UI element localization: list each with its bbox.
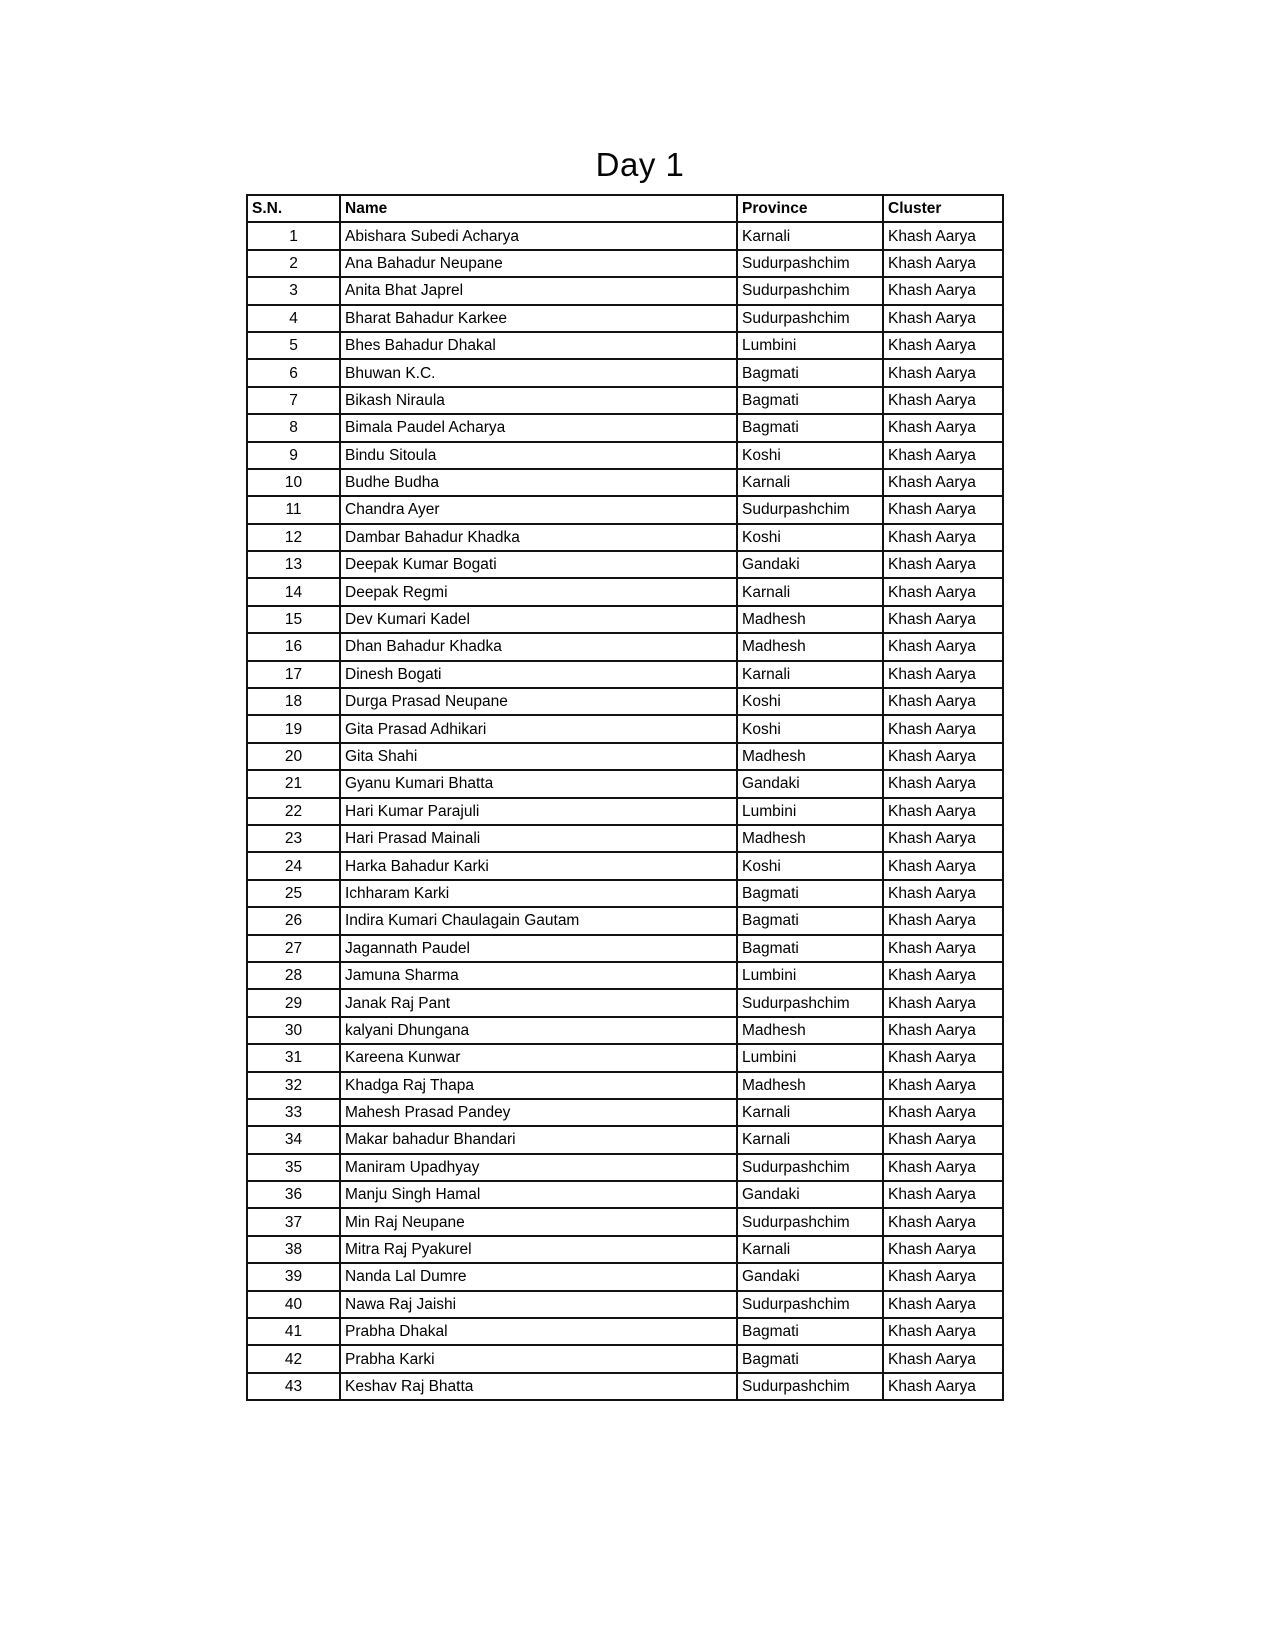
name-cell: Bharat Bahadur Karkee: [340, 305, 737, 332]
table-row: [247, 469, 1003, 496]
cluster-cell: Khash Aarya: [883, 1181, 1003, 1208]
sn-cell: 38: [247, 1236, 340, 1263]
province-cell: Bagmati: [737, 387, 883, 414]
table-row: [247, 277, 1003, 304]
province-cell: Lumbini: [737, 1044, 883, 1071]
province-cell: Bagmati: [737, 414, 883, 441]
table-row: [247, 688, 1003, 715]
cluster-cell: Khash Aarya: [883, 222, 1003, 249]
table-row: [247, 578, 1003, 605]
province-cell: Gandaki: [737, 1263, 883, 1290]
cluster-cell: Khash Aarya: [883, 1263, 1003, 1290]
cluster-cell: Khash Aarya: [883, 661, 1003, 688]
name-cell: Bhes Bahadur Dhakal: [340, 332, 737, 359]
table-row: [247, 907, 1003, 934]
province-cell: Sudurpashchim: [737, 496, 883, 523]
cluster-cell: Khash Aarya: [883, 414, 1003, 441]
table-header-row: [247, 195, 1003, 222]
cluster-cell: Khash Aarya: [883, 852, 1003, 879]
cluster-cell: Khash Aarya: [883, 469, 1003, 496]
name-cell: Indira Kumari Chaulagain Gautam: [340, 907, 737, 934]
cluster-cell: Khash Aarya: [883, 1373, 1003, 1400]
table-row: [247, 1236, 1003, 1263]
sn-cell: 22: [247, 798, 340, 825]
name-cell: Gita Shahi: [340, 743, 737, 770]
table-row: [247, 1099, 1003, 1126]
sn-cell: 18: [247, 688, 340, 715]
cluster-cell: Khash Aarya: [883, 1208, 1003, 1235]
cluster-cell: Khash Aarya: [883, 688, 1003, 715]
name-cell: Prabha Karki: [340, 1345, 737, 1372]
province-cell: Koshi: [737, 688, 883, 715]
province-cell: Sudurpashchim: [737, 1373, 883, 1400]
name-cell: Nawa Raj Jaishi: [340, 1291, 737, 1318]
sn-cell: 40: [247, 1291, 340, 1318]
roster-table: [246, 194, 1004, 1401]
sn-cell: 16: [247, 633, 340, 660]
sn-cell: 28: [247, 962, 340, 989]
column-header-cluster: Cluster: [883, 195, 1003, 222]
table-row: [247, 1373, 1003, 1400]
cluster-cell: Khash Aarya: [883, 1291, 1003, 1318]
cluster-cell: Khash Aarya: [883, 880, 1003, 907]
sn-cell: 12: [247, 524, 340, 551]
sn-cell: 27: [247, 935, 340, 962]
table-row: [247, 770, 1003, 797]
province-cell: Madhesh: [737, 606, 883, 633]
name-cell: Mahesh Prasad Pandey: [340, 1099, 737, 1126]
table-row: [247, 1072, 1003, 1099]
table-row: [247, 989, 1003, 1016]
table-row: [247, 1044, 1003, 1071]
province-cell: Sudurpashchim: [737, 1154, 883, 1181]
name-cell: Bindu Sitoula: [340, 442, 737, 469]
sn-cell: 39: [247, 1263, 340, 1290]
name-cell: Makar bahadur Bhandari: [340, 1126, 737, 1153]
cluster-cell: Khash Aarya: [883, 1072, 1003, 1099]
cluster-cell: Khash Aarya: [883, 907, 1003, 934]
name-cell: Janak Raj Pant: [340, 989, 737, 1016]
sn-cell: 42: [247, 1345, 340, 1372]
province-cell: Sudurpashchim: [737, 305, 883, 332]
table-row: [247, 332, 1003, 359]
cluster-cell: Khash Aarya: [883, 825, 1003, 852]
sn-cell: 15: [247, 606, 340, 633]
cluster-cell: Khash Aarya: [883, 305, 1003, 332]
sn-cell: 17: [247, 661, 340, 688]
cluster-cell: Khash Aarya: [883, 387, 1003, 414]
province-cell: Gandaki: [737, 1181, 883, 1208]
name-cell: Min Raj Neupane: [340, 1208, 737, 1235]
province-cell: Gandaki: [737, 551, 883, 578]
province-cell: Sudurpashchim: [737, 1208, 883, 1235]
name-cell: Kareena Kunwar: [340, 1044, 737, 1071]
name-cell: Anita Bhat Japrel: [340, 277, 737, 304]
name-cell: Durga Prasad Neupane: [340, 688, 737, 715]
province-cell: Koshi: [737, 852, 883, 879]
table-row: [247, 1263, 1003, 1290]
table-row: [247, 633, 1003, 660]
name-cell: Gyanu Kumari Bhatta: [340, 770, 737, 797]
sn-cell: 1: [247, 222, 340, 249]
name-cell: Dhan Bahadur Khadka: [340, 633, 737, 660]
province-cell: Koshi: [737, 524, 883, 551]
province-cell: Lumbini: [737, 332, 883, 359]
table-row: [247, 743, 1003, 770]
sn-cell: 10: [247, 469, 340, 496]
table-row: [247, 250, 1003, 277]
name-cell: Ana Bahadur Neupane: [340, 250, 737, 277]
sn-cell: 3: [247, 277, 340, 304]
cluster-cell: Khash Aarya: [883, 551, 1003, 578]
cluster-cell: Khash Aarya: [883, 715, 1003, 742]
province-cell: Sudurpashchim: [737, 277, 883, 304]
sn-cell: 9: [247, 442, 340, 469]
sn-cell: 11: [247, 496, 340, 523]
sn-cell: 7: [247, 387, 340, 414]
table-row: [247, 825, 1003, 852]
cluster-cell: Khash Aarya: [883, 770, 1003, 797]
sn-cell: 36: [247, 1181, 340, 1208]
cluster-cell: Khash Aarya: [883, 1099, 1003, 1126]
column-header-province: Province: [737, 195, 883, 222]
table-row: [247, 661, 1003, 688]
province-cell: Lumbini: [737, 798, 883, 825]
province-cell: Bagmati: [737, 935, 883, 962]
sn-cell: 21: [247, 770, 340, 797]
cluster-cell: Khash Aarya: [883, 935, 1003, 962]
cluster-cell: Khash Aarya: [883, 989, 1003, 1016]
sn-cell: 4: [247, 305, 340, 332]
sn-cell: 8: [247, 414, 340, 441]
province-cell: Karnali: [737, 1236, 883, 1263]
sn-cell: 13: [247, 551, 340, 578]
table-row: [247, 305, 1003, 332]
name-cell: Jagannath Paudel: [340, 935, 737, 962]
table-row: [247, 359, 1003, 386]
name-cell: kalyani Dhungana: [340, 1017, 737, 1044]
sn-cell: 23: [247, 825, 340, 852]
province-cell: Karnali: [737, 222, 883, 249]
province-cell: Bagmati: [737, 359, 883, 386]
cluster-cell: Khash Aarya: [883, 606, 1003, 633]
table-row: [247, 496, 1003, 523]
table-row: [247, 1017, 1003, 1044]
province-cell: Karnali: [737, 578, 883, 605]
table-row: [247, 1126, 1003, 1153]
name-cell: Bhuwan K.C.: [340, 359, 737, 386]
sn-cell: 19: [247, 715, 340, 742]
name-cell: Dev Kumari Kadel: [340, 606, 737, 633]
name-cell: Bikash Niraula: [340, 387, 737, 414]
province-cell: Madhesh: [737, 743, 883, 770]
cluster-cell: Khash Aarya: [883, 743, 1003, 770]
sn-cell: 26: [247, 907, 340, 934]
name-cell: Jamuna Sharma: [340, 962, 737, 989]
cluster-cell: Khash Aarya: [883, 250, 1003, 277]
cluster-cell: Khash Aarya: [883, 1126, 1003, 1153]
name-cell: Nanda Lal Dumre: [340, 1263, 737, 1290]
name-cell: Khadga Raj Thapa: [340, 1072, 737, 1099]
page-title: Day 1: [595, 146, 685, 183]
name-cell: Deepak Kumar Bogati: [340, 551, 737, 578]
sn-cell: 20: [247, 743, 340, 770]
table-row: [247, 442, 1003, 469]
name-cell: Hari Prasad Mainali: [340, 825, 737, 852]
province-cell: Bagmati: [737, 880, 883, 907]
cluster-cell: Khash Aarya: [883, 1345, 1003, 1372]
table-row: [247, 962, 1003, 989]
table-row: [247, 606, 1003, 633]
province-cell: Karnali: [737, 1099, 883, 1126]
table-row: [247, 798, 1003, 825]
cluster-cell: Khash Aarya: [883, 496, 1003, 523]
sn-cell: 34: [247, 1126, 340, 1153]
cluster-cell: Khash Aarya: [883, 1154, 1003, 1181]
table-row: [247, 715, 1003, 742]
sn-cell: 32: [247, 1072, 340, 1099]
table-row: [247, 1318, 1003, 1345]
table-row: [247, 852, 1003, 879]
table-row: [247, 880, 1003, 907]
province-cell: Madhesh: [737, 1072, 883, 1099]
province-cell: Lumbini: [737, 962, 883, 989]
name-cell: Dambar Bahadur Khadka: [340, 524, 737, 551]
name-cell: Bimala Paudel Acharya: [340, 414, 737, 441]
name-cell: Gita Prasad Adhikari: [340, 715, 737, 742]
name-cell: Keshav Raj Bhatta: [340, 1373, 737, 1400]
name-cell: Budhe Budha: [340, 469, 737, 496]
column-header-sn: S.N.: [247, 195, 340, 222]
cluster-cell: Khash Aarya: [883, 277, 1003, 304]
column-header-name: Name: [340, 195, 737, 222]
sn-cell: 6: [247, 359, 340, 386]
sn-cell: 5: [247, 332, 340, 359]
sn-cell: 33: [247, 1099, 340, 1126]
sn-cell: 2: [247, 250, 340, 277]
table-body: [247, 222, 1003, 1400]
name-cell: Manju Singh Hamal: [340, 1181, 737, 1208]
name-cell: Harka Bahadur Karki: [340, 852, 737, 879]
province-cell: Koshi: [737, 442, 883, 469]
table-row: [247, 387, 1003, 414]
table-row: [247, 1181, 1003, 1208]
cluster-cell: Khash Aarya: [883, 1318, 1003, 1345]
cluster-cell: Khash Aarya: [883, 798, 1003, 825]
cluster-cell: Khash Aarya: [883, 578, 1003, 605]
province-cell: Bagmati: [737, 907, 883, 934]
province-cell: Karnali: [737, 1126, 883, 1153]
cluster-cell: Khash Aarya: [883, 962, 1003, 989]
table-row: [247, 935, 1003, 962]
province-cell: Bagmati: [737, 1318, 883, 1345]
table-row: [247, 1208, 1003, 1235]
province-cell: Gandaki: [737, 770, 883, 797]
province-cell: Sudurpashchim: [737, 989, 883, 1016]
cluster-cell: Khash Aarya: [883, 1017, 1003, 1044]
name-cell: Mitra Raj Pyakurel: [340, 1236, 737, 1263]
cluster-cell: Khash Aarya: [883, 442, 1003, 469]
cluster-cell: Khash Aarya: [883, 359, 1003, 386]
sn-cell: 43: [247, 1373, 340, 1400]
province-cell: Koshi: [737, 715, 883, 742]
sn-cell: 25: [247, 880, 340, 907]
sn-cell: 24: [247, 852, 340, 879]
cluster-cell: Khash Aarya: [883, 633, 1003, 660]
sn-cell: 31: [247, 1044, 340, 1071]
sn-cell: 41: [247, 1318, 340, 1345]
sn-cell: 35: [247, 1154, 340, 1181]
name-cell: Chandra Ayer: [340, 496, 737, 523]
table-row: [247, 222, 1003, 249]
province-cell: Bagmati: [737, 1345, 883, 1372]
sn-cell: 37: [247, 1208, 340, 1235]
cluster-cell: Khash Aarya: [883, 332, 1003, 359]
sn-cell: 14: [247, 578, 340, 605]
name-cell: Maniram Upadhyay: [340, 1154, 737, 1181]
province-cell: Sudurpashchim: [737, 250, 883, 277]
name-cell: Ichharam Karki: [340, 880, 737, 907]
province-cell: Madhesh: [737, 825, 883, 852]
table-row: [247, 1345, 1003, 1372]
cluster-cell: Khash Aarya: [883, 1044, 1003, 1071]
table-row: [247, 524, 1003, 551]
name-cell: Deepak Regmi: [340, 578, 737, 605]
province-cell: Karnali: [737, 469, 883, 496]
name-cell: Abishara Subedi Acharya: [340, 222, 737, 249]
table-row: [247, 551, 1003, 578]
province-cell: Madhesh: [737, 633, 883, 660]
province-cell: Madhesh: [737, 1017, 883, 1044]
name-cell: Dinesh Bogati: [340, 661, 737, 688]
name-cell: Hari Kumar Parajuli: [340, 798, 737, 825]
province-cell: Karnali: [737, 661, 883, 688]
sn-cell: 29: [247, 989, 340, 1016]
table-row: [247, 414, 1003, 441]
cluster-cell: Khash Aarya: [883, 1236, 1003, 1263]
cluster-cell: Khash Aarya: [883, 524, 1003, 551]
table-row: [247, 1154, 1003, 1181]
sn-cell: 30: [247, 1017, 340, 1044]
province-cell: Sudurpashchim: [737, 1291, 883, 1318]
table-row: [247, 1291, 1003, 1318]
name-cell: Prabha Dhakal: [340, 1318, 737, 1345]
